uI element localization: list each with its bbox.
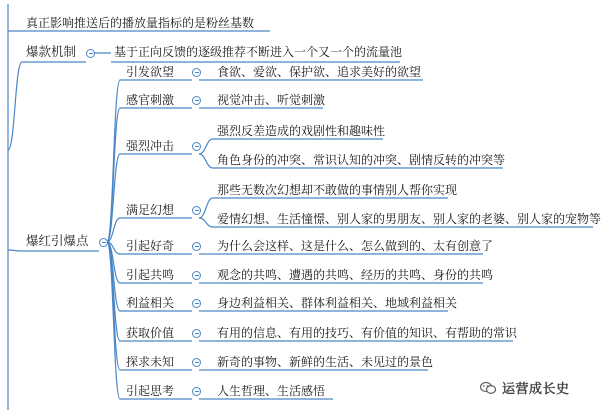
hotpoint-collapse-icon[interactable] xyxy=(192,358,201,367)
hotpoint-collapse-icon[interactable] xyxy=(192,96,201,105)
hotpoint-label[interactable]: 探求未知 xyxy=(126,355,175,369)
hotpoint-collapse-icon[interactable] xyxy=(192,242,201,251)
hotpoint-detail: 角色身份的冲突、常识认知的冲突、剧情反转的冲突等 xyxy=(217,153,506,167)
hotpoint-detail: 那些无数次幻想却不敢做的事情别人帮你实现 xyxy=(217,183,458,197)
hotpoint-label[interactable]: 满足幻想 xyxy=(126,203,175,217)
watermark-text: 运营成长史 xyxy=(502,382,570,397)
hotpoint-detail: 人生哲理、生活感悟 xyxy=(217,384,326,398)
mechanism-node[interactable]: 爆款机制 xyxy=(26,44,77,59)
mechanism-collapse-icon[interactable] xyxy=(86,49,95,58)
hotpoint-label[interactable]: 引起共鸣 xyxy=(126,268,175,282)
hotpoint-collapse-icon[interactable] xyxy=(192,299,201,308)
header-note: 真正影响推送后的播放量指标的是粉丝基数 xyxy=(26,16,255,30)
hotpoint-label[interactable]: 强烈冲击 xyxy=(126,139,175,153)
hotpoint-collapse-icon[interactable] xyxy=(192,142,201,151)
hotpoint-label[interactable]: 获取价值 xyxy=(126,326,175,340)
watermark xyxy=(480,378,570,397)
hotpoint-collapse-icon[interactable] xyxy=(192,329,201,338)
hotpoints-collapse-icon[interactable] xyxy=(99,238,108,247)
hotpoint-detail: 食欲、爱欲、保护欲、追求美好的欲望 xyxy=(217,65,422,79)
hotpoint-detail: 强烈反差造成的戏剧性和趣味性 xyxy=(217,124,386,138)
hotpoint-collapse-icon[interactable] xyxy=(192,68,201,77)
hotpoint-collapse-icon[interactable] xyxy=(192,206,201,215)
hotpoint-label[interactable]: 引起好奇 xyxy=(126,239,175,253)
hotpoint-collapse-icon[interactable] xyxy=(192,387,201,396)
hotpoint-collapse-icon[interactable] xyxy=(192,271,201,280)
hotpoint-detail: 身边利益相关、群体利益相关、地域利益相关 xyxy=(217,296,458,310)
hotpoint-label[interactable]: 利益相关 xyxy=(126,296,175,310)
hotpoints-node[interactable]: 爆红引爆点 xyxy=(26,233,89,248)
hotpoint-detail: 爱情幻想、生活憧憬、别人家的男朋友、别人家的老婆、别人家的宠物等 xyxy=(217,212,602,226)
hotpoint-label[interactable]: 感官刺激 xyxy=(126,93,175,107)
mechanism-description: 基于正向反馈的逐级推荐不断进入一个又一个的流量池 xyxy=(114,45,403,59)
hotpoint-detail: 为什么会这样、这是什么、怎么做到的、太有创意了 xyxy=(217,239,494,253)
hotpoint-detail: 有用的信息、有用的技巧、有价值的知识、有帮助的常识 xyxy=(217,326,518,340)
chat-bubble-icon xyxy=(480,381,496,395)
hotpoint-detail: 新奇的事物、新鲜的生活、未见过的景色 xyxy=(217,355,434,369)
hotpoint-label[interactable]: 引发欲望 xyxy=(126,65,175,79)
hotpoint-detail: 视觉冲击、听觉刺激 xyxy=(217,93,326,107)
hotpoint-detail: 观念的共鸣、遭遇的共鸣、经历的共鸣、身份的共鸣 xyxy=(217,268,494,282)
hotpoint-label[interactable]: 引起思考 xyxy=(126,384,175,398)
